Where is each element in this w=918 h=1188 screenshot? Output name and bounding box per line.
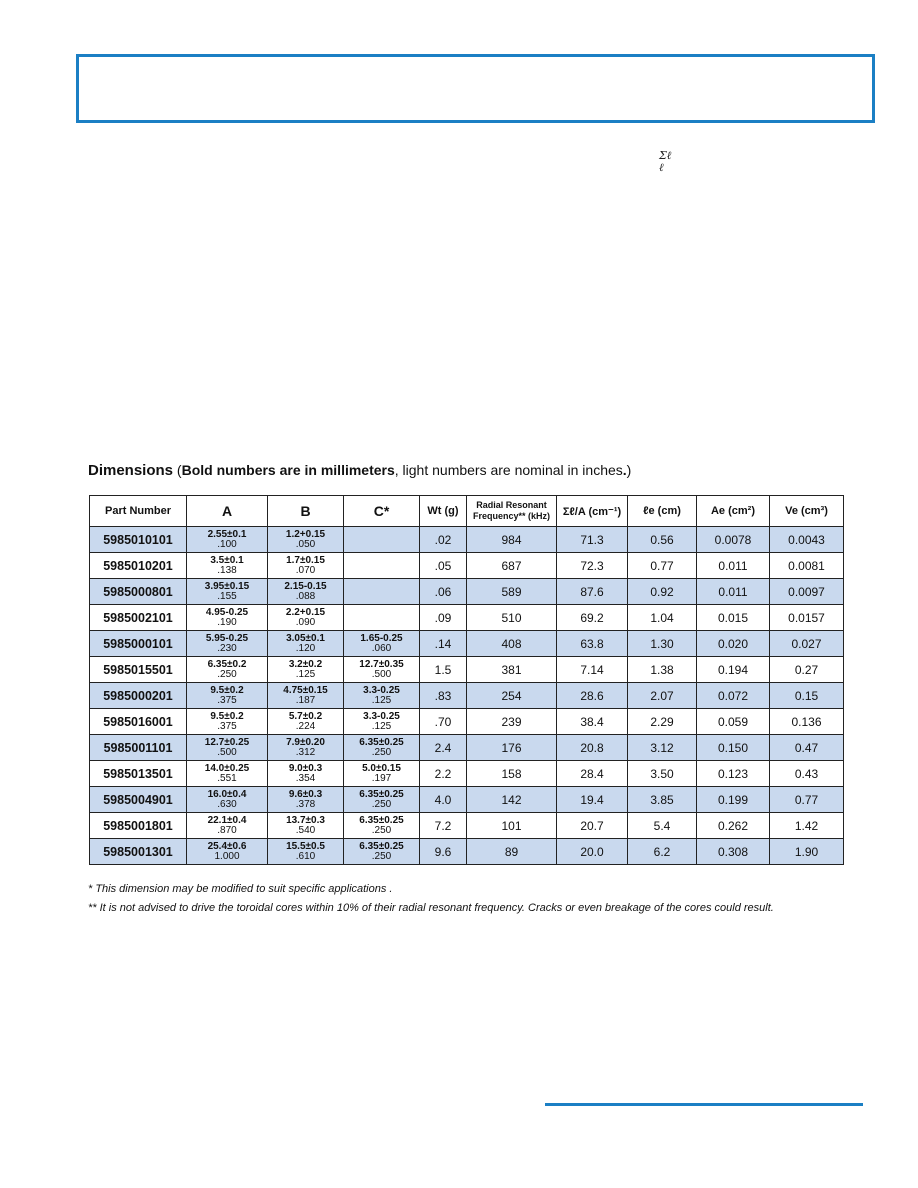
cell-dim-b-inches: .312: [295, 746, 316, 758]
cell-dim-c-mm: 6.35±0.25: [359, 840, 404, 852]
cell-dim-b-mm: 1.7±0.15: [286, 554, 325, 566]
cell-radial-frequency: 408: [467, 631, 557, 657]
cell-sum-l-over-a: 20.8: [557, 735, 628, 761]
cell-ae: 0.059: [697, 709, 770, 735]
header-radial-frequency: [467, 496, 557, 527]
cell-dim-c-inches: .250: [371, 746, 392, 758]
dimensions-heading: [88, 462, 631, 479]
cell-dim-a-inches: 1.000: [214, 850, 240, 862]
header-radial-line1: Radial Resonant: [476, 500, 547, 510]
cell-weight: 2.4: [420, 735, 467, 761]
cell-dim-b-inches: .354: [295, 772, 316, 784]
cell-sum-l-over-a: 28.6: [557, 683, 628, 709]
cell-sum-l-over-a: 20.0: [557, 839, 628, 865]
cell-radial-frequency: 687: [467, 553, 557, 579]
cell-dim-a: [187, 579, 268, 605]
cell-dim-a-mm: 14.0±0.25: [204, 762, 250, 774]
cell-dim-a: [187, 657, 268, 683]
cell-weight: 7.2: [420, 813, 467, 839]
cell-dim-a: [187, 631, 268, 657]
cell-radial-frequency: 984: [467, 527, 557, 553]
cell-sum-l-over-a: 72.3: [557, 553, 628, 579]
cell-part-number: 5985010201: [90, 553, 187, 579]
cell-dim-a: [187, 605, 268, 631]
cell-part-number: 5985004901: [90, 787, 187, 813]
table-row: [90, 631, 844, 657]
formula-mark: [659, 150, 671, 174]
table-body: [90, 527, 844, 865]
cell-weight: 9.6: [420, 839, 467, 865]
heading-dot: .: [622, 462, 627, 478]
cell-sum-l-over-a: 28.4: [557, 761, 628, 787]
table-row: [90, 605, 844, 631]
cell-dim-b-mm: 2.2+0.15: [285, 606, 326, 618]
cell-ae: 0.0078: [697, 527, 770, 553]
cell-dim-a-mm: 22.1±0.4: [207, 814, 247, 826]
formula-top: Σℓ: [659, 149, 672, 162]
header-ve: Ve (cm³): [770, 496, 844, 527]
header-le: ℓe (cm): [628, 496, 697, 527]
cell-part-number: 5985013501: [90, 761, 187, 787]
cell-dim-a-mm: 2.55±0.1: [207, 528, 247, 540]
cell-dim-a-mm: 16.0±0.4: [207, 788, 247, 800]
cell-dim-a: [187, 527, 268, 553]
table-row: [90, 787, 844, 813]
cell-dim-a-inches: .230: [217, 642, 237, 654]
cell-dim-c: [344, 527, 420, 553]
footnote-resonance: ** It is not advised to drive the toroidal cores within 10% of their radial resonant frequency. Cracks or even breakage of the cores could result.: [88, 902, 774, 914]
cell-weight: 4.0: [420, 787, 467, 813]
cell-ve: 0.0043: [770, 527, 844, 553]
cell-ae: 0.011: [697, 553, 770, 579]
cell-dim-b: [268, 605, 344, 631]
cell-weight: .06: [420, 579, 467, 605]
cell-part-number: 5985000201: [90, 683, 187, 709]
cell-dim-c: [344, 683, 420, 709]
cell-ae: 0.020: [697, 631, 770, 657]
header-weight: Wt (g): [420, 496, 467, 527]
cell-weight: .05: [420, 553, 467, 579]
cell-dim-b-mm: 7.9±0.20: [286, 736, 325, 748]
table-row: [90, 761, 844, 787]
cell-dim-c: [344, 709, 420, 735]
cell-dim-a: [187, 735, 268, 761]
cell-dim-b: [268, 553, 344, 579]
cell-dim-b-mm: 13.7±0.3: [286, 814, 325, 826]
cell-dim-c-inches: .250: [371, 850, 392, 862]
header-part-number: Part Number: [90, 496, 187, 527]
cell-dim-a-mm: 9.5±0.2: [210, 710, 244, 722]
cell-ae: 0.262: [697, 813, 770, 839]
heading-light-note: , light numbers are nominal in inches: [394, 462, 623, 478]
cell-dim-b-inches: .187: [295, 694, 316, 706]
cell-dim-a: [187, 709, 268, 735]
cell-dim-a-inches: .138: [217, 564, 237, 576]
cell-dim-c-inches: .197: [371, 772, 392, 784]
cell-dim-c-mm: 6.35±0.25: [359, 736, 404, 748]
cell-ve: 0.27: [770, 657, 844, 683]
cell-radial-frequency: 239: [467, 709, 557, 735]
cell-dim-b-mm: 5.7±0.2: [288, 710, 323, 722]
cell-dim-b-inches: .120: [295, 642, 316, 654]
cell-dim-b-inches: .090: [295, 616, 316, 628]
cell-ve: 0.0157: [770, 605, 844, 631]
cell-part-number: 5985001101: [90, 735, 187, 761]
cell-dim-a: [187, 683, 268, 709]
cell-le: 1.30: [628, 631, 697, 657]
cell-dim-b: [268, 527, 344, 553]
cell-part-number: 5985010101: [90, 527, 187, 553]
table-row: [90, 813, 844, 839]
cell-part-number: 5985016001: [90, 709, 187, 735]
cell-dim-b: [268, 761, 344, 787]
cell-dim-a-inches: .500: [217, 746, 237, 758]
cell-weight: .02: [420, 527, 467, 553]
cell-ae: 0.199: [697, 787, 770, 813]
cell-dim-a-mm: 4.95-0.25: [205, 606, 249, 618]
heading-close: ): [626, 462, 632, 478]
cell-dim-c: [344, 553, 420, 579]
cell-dim-c: [344, 839, 420, 865]
cell-dim-a-mm: 12.7±0.25: [204, 736, 250, 748]
header-b: B: [268, 496, 344, 527]
cell-ae: 0.150: [697, 735, 770, 761]
cell-ve: 0.77: [770, 787, 844, 813]
cell-dim-a-mm: 6.35±0.2: [207, 658, 247, 670]
cell-radial-frequency: 510: [467, 605, 557, 631]
table-row: [90, 527, 844, 553]
cell-le: 0.56: [628, 527, 697, 553]
cell-ae: 0.123: [697, 761, 770, 787]
footer-rule: [545, 1103, 863, 1106]
cell-ae: 0.194: [697, 657, 770, 683]
cell-part-number: 5985000101: [90, 631, 187, 657]
cell-dim-b-inches: .088: [295, 590, 316, 602]
cell-part-number: 5985001301: [90, 839, 187, 865]
cell-le: 6.2: [628, 839, 697, 865]
table-row: [90, 683, 844, 709]
footnote-dimension: * This dimension may be modified to suit specific applications .: [88, 883, 393, 895]
cell-dim-b-inches: .050: [295, 538, 316, 550]
dimensions-table: [89, 495, 844, 865]
cell-dim-c-inches: .125: [371, 694, 392, 706]
cell-sum-l-over-a: 19.4: [557, 787, 628, 813]
cell-dim-a-inches: .551: [217, 772, 237, 784]
header-c: C*: [344, 496, 420, 527]
header-box: [76, 54, 875, 123]
cell-dim-c-mm: 6.35±0.25: [359, 788, 404, 800]
cell-radial-frequency: 101: [467, 813, 557, 839]
cell-ve: 0.0081: [770, 553, 844, 579]
cell-le: 0.92: [628, 579, 697, 605]
cell-part-number: 5985000801: [90, 579, 187, 605]
table-row: [90, 709, 844, 735]
cell-weight: .14: [420, 631, 467, 657]
cell-dim-a-inches: .630: [217, 798, 237, 810]
cell-dim-b-inches: .070: [295, 564, 316, 576]
cell-dim-b: [268, 735, 344, 761]
cell-dim-a-inches: .375: [217, 694, 237, 706]
cell-dim-b-mm: 4.75±0.15: [283, 684, 328, 696]
cell-part-number: 5985002101: [90, 605, 187, 631]
cell-dim-b: [268, 631, 344, 657]
cell-le: 3.85: [628, 787, 697, 813]
cell-dim-b: [268, 787, 344, 813]
cell-dim-b-inches: .125: [295, 668, 316, 680]
cell-ve: 0.0097: [770, 579, 844, 605]
cell-dim-b: [268, 683, 344, 709]
cell-le: 2.29: [628, 709, 697, 735]
cell-dim-b-inches: .610: [295, 850, 316, 862]
cell-dim-b-mm: 9.0±0.3: [288, 762, 323, 774]
cell-sum-l-over-a: 71.3: [557, 527, 628, 553]
cell-dim-c-mm: 1.65-0.25: [360, 632, 403, 644]
cell-dim-b: [268, 813, 344, 839]
cell-dim-a-inches: .375: [217, 720, 237, 732]
cell-dim-c-mm: 12.7±0.35: [359, 658, 404, 670]
cell-dim-a-mm: 3.5±0.1: [210, 554, 244, 566]
cell-le: 1.38: [628, 657, 697, 683]
cell-dim-b-mm: 3.05±0.1: [286, 632, 325, 644]
header-sum-l-over-a: Σℓ/A (cm⁻¹): [557, 496, 628, 527]
cell-dim-c-inches: .250: [371, 798, 392, 810]
table-row: [90, 657, 844, 683]
cell-dim-a-mm: 25.4±0.6: [207, 840, 247, 852]
cell-dim-c-inches: .500: [371, 668, 392, 680]
table-row: [90, 553, 844, 579]
cell-le: 3.50: [628, 761, 697, 787]
cell-ae: 0.072: [697, 683, 770, 709]
cell-le: 3.12: [628, 735, 697, 761]
cell-part-number: 5985015501: [90, 657, 187, 683]
cell-dim-c: [344, 657, 420, 683]
header-a: A: [187, 496, 268, 527]
cell-dim-a: [187, 813, 268, 839]
cell-dim-b: [268, 657, 344, 683]
cell-dim-b: [268, 709, 344, 735]
cell-radial-frequency: 381: [467, 657, 557, 683]
cell-dim-b: [268, 839, 344, 865]
cell-dim-c: [344, 787, 420, 813]
cell-dim-c: [344, 735, 420, 761]
cell-dim-c: [344, 761, 420, 787]
cell-dim-b-mm: 2.15-0.15: [284, 580, 327, 592]
cell-dim-c: [344, 631, 420, 657]
cell-dim-a-inches: .100: [217, 538, 237, 550]
cell-weight: .09: [420, 605, 467, 631]
cell-dim-c-inches: .250: [371, 824, 392, 836]
cell-dim-c: [344, 579, 420, 605]
cell-ae: 0.015: [697, 605, 770, 631]
cell-weight: .70: [420, 709, 467, 735]
cell-dim-a-mm: 5.95-0.25: [205, 632, 249, 644]
table-row: [90, 735, 844, 761]
heading-bold-note: Bold numbers are in millimeters: [181, 462, 395, 478]
header-ae: Ae (cm²): [697, 496, 770, 527]
cell-le: 5.4: [628, 813, 697, 839]
cell-le: 1.04: [628, 605, 697, 631]
cell-dim-b-inches: .540: [295, 824, 316, 836]
cell-dim-c: [344, 813, 420, 839]
cell-radial-frequency: 89: [467, 839, 557, 865]
cell-dim-a-mm: 3.95±0.15: [204, 580, 250, 592]
cell-sum-l-over-a: 87.6: [557, 579, 628, 605]
cell-dim-a: [187, 787, 268, 813]
cell-weight: 1.5: [420, 657, 467, 683]
cell-sum-l-over-a: 38.4: [557, 709, 628, 735]
cell-radial-frequency: 142: [467, 787, 557, 813]
cell-dim-a-inches: .250: [217, 668, 237, 680]
cell-dim-c-inches: .060: [371, 642, 392, 654]
table-header-row: [90, 496, 844, 527]
cell-dim-b-mm: 9.6±0.3: [288, 788, 323, 800]
cell-dim-c: [344, 605, 420, 631]
cell-dim-b-mm: 15.5±0.5: [286, 840, 325, 852]
cell-radial-frequency: 176: [467, 735, 557, 761]
cell-radial-frequency: 254: [467, 683, 557, 709]
cell-dim-b-inches: .224: [295, 720, 316, 732]
header-radial-line2: Frequency** (kHz): [472, 511, 551, 521]
cell-le: 2.07: [628, 683, 697, 709]
cell-dim-a-mm: 9.5±0.2: [210, 684, 244, 696]
cell-dim-a: [187, 761, 268, 787]
cell-radial-frequency: 158: [467, 761, 557, 787]
cell-ve: 1.90: [770, 839, 844, 865]
table-row: [90, 839, 844, 865]
cell-ve: 1.42: [770, 813, 844, 839]
cell-ve: 0.027: [770, 631, 844, 657]
cell-part-number: 5985001801: [90, 813, 187, 839]
cell-ve: 0.15: [770, 683, 844, 709]
cell-weight: .83: [420, 683, 467, 709]
cell-ae: 0.308: [697, 839, 770, 865]
cell-dim-a: [187, 839, 268, 865]
cell-dim-b-mm: 1.2+0.15: [285, 528, 326, 540]
cell-radial-frequency: 589: [467, 579, 557, 605]
cell-sum-l-over-a: 63.8: [557, 631, 628, 657]
cell-sum-l-over-a: 7.14: [557, 657, 628, 683]
cell-dim-c-mm: 3.3-0.25: [363, 710, 400, 722]
cell-dim-a-inches: .190: [217, 616, 237, 628]
cell-le: 0.77: [628, 553, 697, 579]
cell-dim-a: [187, 553, 268, 579]
cell-dim-b-mm: 3.2±0.2: [288, 658, 323, 670]
cell-dim-c-mm: 3.3-0.25: [363, 684, 400, 696]
cell-ve: 0.136: [770, 709, 844, 735]
cell-dim-c-mm: 5.0±0.15: [362, 762, 401, 774]
dimensions-title: Dimensions: [88, 462, 174, 479]
heading-open: (: [173, 462, 182, 478]
cell-ve: 0.43: [770, 761, 844, 787]
cell-ae: 0.011: [697, 579, 770, 605]
cell-ve: 0.47: [770, 735, 844, 761]
table-row: [90, 579, 844, 605]
formula-bottom: ℓ: [659, 161, 664, 174]
cell-dim-a-inches: .155: [217, 590, 237, 602]
cell-dim-a-inches: .870: [217, 824, 237, 836]
cell-dim-b-inches: .378: [295, 798, 316, 810]
cell-dim-b: [268, 579, 344, 605]
cell-dim-c-inches: .125: [371, 720, 392, 732]
cell-sum-l-over-a: 69.2: [557, 605, 628, 631]
cell-weight: 2.2: [420, 761, 467, 787]
cell-dim-c-mm: 6.35±0.25: [359, 814, 404, 826]
cell-sum-l-over-a: 20.7: [557, 813, 628, 839]
